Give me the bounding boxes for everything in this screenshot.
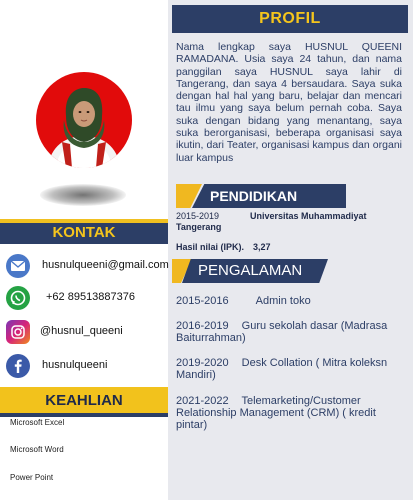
education-years: 2015-2019 <box>176 211 220 221</box>
portrait-illustration <box>36 72 132 168</box>
education-school: Universitas Muhammadiyat <box>250 211 367 221</box>
pendidikan-title: PENDIDIKAN <box>210 188 298 204</box>
keahlian-title: KEAHLIAN <box>45 392 123 409</box>
contact-instagram[interactable] <box>6 320 168 346</box>
profil-description: Nama lengkap saya HUSNUL QUEENI RAMADANA. Usia saya 24 tahun, dan nama panggilan saya HUSNUL saya lahir di Tangerang, dan saya 4 bersaudara. Saya suka dengan hal hal yang baru, belajar dan mencari tau ilmu yang saya belum pernah coba. Saya suka dengan bidang yang menantang, saya suka berorganisasi, beberapa organisasi saya ikutin, dari Teater, organisasi kampus dan organi luar kampus <box>176 41 402 164</box>
experience-year: 2015-2016 <box>176 295 229 307</box>
skill-item: Microsoft Word <box>10 445 64 454</box>
experience-item <box>176 320 404 344</box>
ipk-label: Hasil nilai (IPK). <box>176 242 245 252</box>
experience-item <box>176 395 404 431</box>
experience-item <box>176 295 404 307</box>
profile-photo <box>36 72 132 168</box>
experience-year: 2016-2019 <box>176 320 229 332</box>
education-city: Tangerang <box>176 222 222 232</box>
experience-item <box>176 357 404 381</box>
email-icon <box>6 254 30 278</box>
skill-item: Power Point <box>10 473 54 482</box>
contact-phone-text: +62 89513887376 <box>46 291 136 303</box>
experience-year: 2021-2022 <box>176 395 229 407</box>
experience-role: Admin toko <box>255 295 311 307</box>
facebook-icon <box>6 354 30 378</box>
profil-title: PROFIL <box>259 10 321 27</box>
pengalaman-title: PENGALAMAN <box>198 262 303 279</box>
experience-role: Desk Collation ( Mitra koleksn Mandiri) <box>176 357 388 381</box>
contact-whatsapp[interactable] <box>6 286 168 312</box>
experience-year: 2019-2020 <box>176 357 229 369</box>
skill-item: Microsoft Excel <box>10 418 65 427</box>
kontak-title: KONTAK <box>52 224 116 241</box>
contact-instagram-text: @husnul_queeni <box>40 325 123 337</box>
instagram-icon <box>6 320 30 344</box>
photo-shadow <box>40 184 126 206</box>
contact-email[interactable] <box>6 254 168 280</box>
experience-role: Guru sekolah dasar (Madrasa Baiturrahman) <box>176 320 388 344</box>
contact-facebook[interactable] <box>6 354 168 380</box>
contact-facebook-text: husnulqueeni <box>42 359 108 371</box>
whatsapp-icon <box>6 286 30 310</box>
contact-email-text: husnulqueeni@gmail.com <box>42 259 169 271</box>
ipk-value: 3,27 <box>253 242 271 252</box>
experience-role: Telemarketing/Customer Relationship Management (CRM) ( kredit pintar) <box>176 395 376 431</box>
